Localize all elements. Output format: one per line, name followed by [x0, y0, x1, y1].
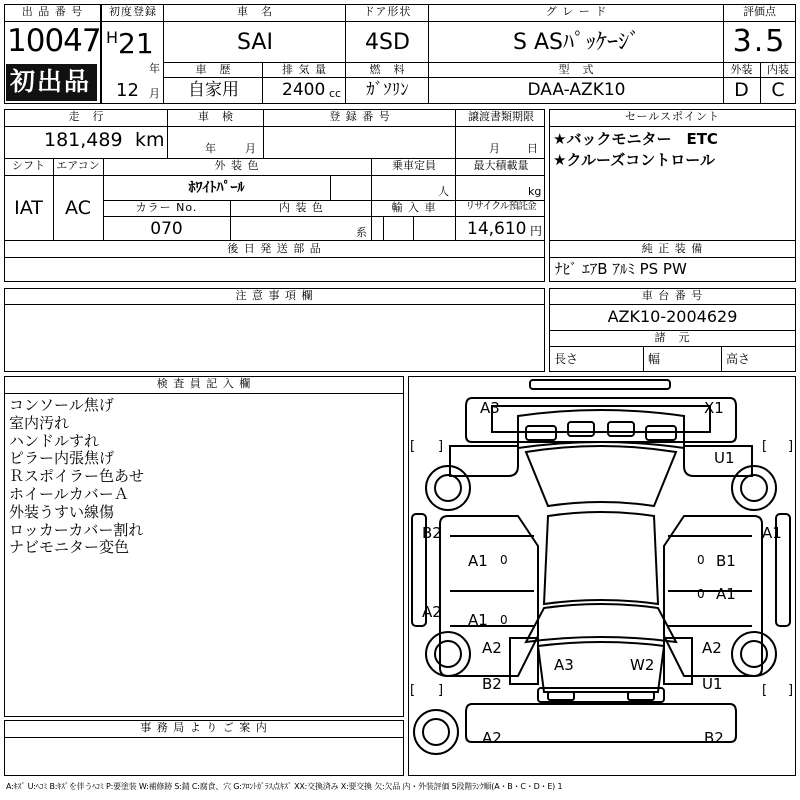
car-name: SAI: [237, 30, 273, 55]
transfer-deadline-label: 譲渡書類期限: [468, 110, 534, 123]
mark-wheel-fr: U1: [714, 449, 735, 467]
sales-point: ★クルーズコントロール: [553, 151, 715, 169]
mark-trunk-left: A3: [554, 656, 574, 674]
legend: A:ｷｽﾞ U:ﾍｺﾐ B:ｷｽﾞを伴うﾍｺﾐ P:要塗装 W:補修跡 S:錆 C:腐食、穴 G:ﾌﾛﾝﾄｶﾞﾗｽ点ｷｽﾞ XX:交換済み X:要交換 欠:欠品 内・外装評価 5段階ﾗﾝｸ順(A・B・C・D・E) 1: [6, 782, 563, 791]
era: H: [106, 28, 119, 47]
mark-front-left: A3: [480, 399, 500, 417]
interior-color-unit: 系: [356, 226, 367, 239]
mileage: 181,489: [44, 129, 123, 151]
inspector-note: ホイールカバーＡ: [9, 484, 129, 503]
lot-number: 10047: [7, 23, 101, 59]
inspector-note: Ｒスポイラー色あせ: [9, 467, 145, 486]
door-type: 4SD: [365, 30, 410, 55]
length-label: 長さ: [554, 352, 579, 366]
equipment-label: 純 正 装 備: [641, 242, 704, 255]
bracket: ]: [788, 439, 794, 454]
color-label: 外 装 色: [214, 159, 260, 172]
office-label: 事 務 局 よ り ご 案 内: [140, 721, 268, 734]
later-parts-label: 後 日 発 送 部 品: [227, 242, 322, 255]
interior-grade: C: [771, 79, 785, 101]
capacity-unit: 人: [438, 185, 449, 198]
caution-label: 注 意 事 項 欄: [235, 289, 314, 302]
mark-trunk-right: W2: [630, 656, 655, 674]
equipment: ﾅﾋﾞ ｴｱB ｱﾙﾐ PS PW: [555, 260, 687, 278]
inspector-note: 室内汚れ: [9, 413, 70, 432]
inspector-note: コンソール焦げ: [9, 396, 114, 414]
chassis-number: AZK10-2004629: [607, 307, 738, 326]
first-reg-label: 初度登録: [109, 5, 157, 18]
grade: S ASﾊﾟｯｹｰｼﾞ: [513, 30, 640, 55]
mark-rear-bumper-right: B2: [704, 729, 724, 747]
history: 自家用: [188, 80, 239, 100]
recycle-label: リサイクル預託金: [465, 201, 536, 212]
bracket: [: [410, 683, 416, 698]
displacement: 2400: [282, 80, 326, 100]
bracket: ]: [788, 683, 794, 698]
inspector-label: 検 査 員 記 入 欄: [156, 377, 252, 390]
mark-front-right: X1: [704, 399, 724, 417]
model-code: DAA-AZK10: [527, 80, 626, 100]
shift-label: シフト: [12, 159, 45, 172]
door-label: ドア形状: [363, 5, 412, 18]
mark-wheel-rr: U1: [702, 675, 723, 693]
displacement-unit: cc: [329, 87, 342, 100]
car-name-label: 車 名: [237, 5, 273, 18]
first-listing-text: 初出品: [10, 67, 92, 96]
recycle-fee: 14,610: [467, 219, 527, 239]
bracket: [: [762, 439, 768, 454]
mark-left-rocker: A2: [422, 603, 442, 621]
mark-right-rear-door: A1: [716, 585, 736, 603]
mark-right-fender: A1: [762, 524, 782, 542]
mileage-label: 走 行: [68, 110, 105, 123]
inspector-note: ピラー内張焦げ: [9, 449, 115, 468]
inspection-month-unit: 月: [245, 142, 256, 155]
transfer-day-unit: 日: [527, 142, 538, 155]
inspection-label: 車 検: [198, 110, 234, 123]
bracket: [: [762, 683, 768, 698]
capacity-label: 乗車定員: [392, 159, 436, 172]
inspector-note: ハンドルすれ: [9, 431, 100, 450]
import-label: 輸 入 車: [391, 201, 437, 214]
zero-mark: 0: [500, 613, 508, 627]
bracket: [: [410, 439, 416, 454]
reg-number-label: 登 録 番 号: [329, 110, 391, 123]
month-unit: 月: [149, 87, 160, 100]
mark-left-front-door: A1: [468, 552, 488, 570]
dims-label: 諸 元: [654, 331, 691, 344]
lot-number-label: 出 品 番 号: [21, 5, 84, 18]
ac-label: エアコン: [56, 159, 100, 172]
fuel: ｶﾞｿﾘﾝ: [366, 80, 409, 100]
wheels: [414, 466, 776, 754]
shift: IAT: [14, 197, 43, 219]
mileage-unit: km: [135, 129, 165, 151]
transfer-month-unit: 月: [489, 142, 500, 155]
mark-left-rear-corner: B2: [482, 675, 502, 693]
mark-left-rear-door: A1: [468, 611, 488, 629]
width-label: 幅: [648, 352, 661, 366]
recycle-unit: 円: [530, 224, 543, 238]
color-no-label: カラー No.: [135, 201, 198, 214]
zero-mark: 0: [697, 553, 705, 567]
sales-points-label: セールスポイント: [624, 110, 720, 123]
reg-year: 21: [118, 27, 154, 60]
mark-right-front-door: B1: [716, 552, 736, 570]
load-label: 最大積載量: [473, 159, 529, 172]
load-unit: kg: [528, 185, 542, 198]
score: 3.5: [732, 24, 787, 59]
bracket: ]: [438, 439, 444, 454]
displacement-label: 排 気 量: [282, 63, 327, 76]
inspector-notes: [9, 397, 144, 557]
zero-mark: 0: [697, 587, 705, 601]
chassis-label: 車 台 番 号: [641, 289, 704, 302]
year-unit: 年: [149, 62, 160, 75]
color-no: 070: [150, 219, 183, 239]
car-diagram: [408, 376, 796, 776]
bracket: ]: [438, 683, 444, 698]
interior-color-label: 内 装 色: [279, 201, 324, 214]
score-label: 評価点: [743, 5, 776, 18]
mark-rear-bumper-left: A2: [482, 729, 502, 747]
mark-right-quarter: A2: [702, 639, 722, 657]
reg-month: 12: [116, 80, 139, 101]
model-label: 型 式: [558, 63, 595, 76]
exterior-color: ﾎﾜｲﾄﾊﾟｰﾙ: [188, 180, 245, 196]
exterior-label: 外装: [730, 63, 753, 76]
interior-label: 内装: [767, 63, 789, 76]
damage-marks: [422, 399, 782, 747]
inspection-year-unit: 年: [205, 142, 216, 155]
grade-label: グ レ ー ド: [545, 5, 608, 18]
history-label: 車 歴: [195, 63, 232, 76]
inspector-note: ナビモニター変色: [9, 538, 130, 557]
zero-mark: 0: [500, 553, 508, 567]
mark-left-fender: B2: [422, 524, 442, 542]
inspector-note: ロッカーカバー割れ: [9, 520, 144, 539]
sales-point: ★バックモニター ETC: [553, 130, 718, 148]
exterior-grade: D: [734, 79, 749, 101]
mark-left-quarter: A2: [482, 639, 502, 657]
fuel-label: 燃 料: [369, 63, 406, 76]
height-label: 高さ: [726, 352, 751, 366]
inspector-note: 外装うすい線傷: [9, 502, 115, 521]
ac: AC: [65, 197, 91, 219]
